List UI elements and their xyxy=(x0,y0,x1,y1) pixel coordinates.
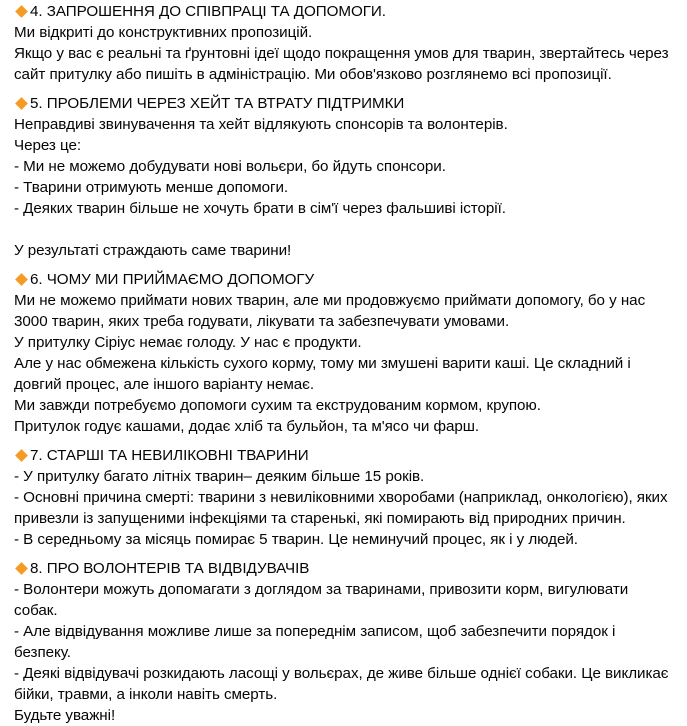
paragraph-line: Але у нас обмежена кількість сухого корму, тому ми змушені варити каші. Це складний і xyxy=(14,355,631,372)
section-heading-text: 8. ПРО ВОЛОНТЕРІВ ТА ВІДВІДУВАЧІВ xyxy=(30,560,310,577)
list-item: - Тварини отримують менше допомоги. xyxy=(14,179,289,196)
list-item: - Деякі відвідувачі розкидають ласощі у вольєрах, де живе більше однієї собаки. Це викликає xyxy=(14,665,669,682)
section-heading-text: 5. ПРОБЛЕМИ ЧЕРЕЗ ХЕЙТ ТА ВТРАТУ ПІДТРИМКИ xyxy=(30,95,405,112)
section-volunteers xyxy=(14,558,675,726)
paragraph-line: У результаті страждають саме тварини! xyxy=(14,242,292,259)
paragraph-line: Притулок годує кашами, додає хліб та бульйон, та м'ясо чи фарш. xyxy=(14,418,480,435)
list-item: - Волонтери можуть допомагати з доглядом за тваринами, привозити корм, вигулювати xyxy=(14,581,629,598)
list-item: привезли із запущеними інфекціями та старенькі, які помирають від природних причин. xyxy=(14,510,626,527)
list-item: - Основні причина смерті: тварини з невиліковними хворобами (наприклад, онкологією), яких xyxy=(14,489,668,506)
paragraph-line: Неправдиві звинувачення та хейт відлякують спонсорів та волонтерів. xyxy=(14,116,508,133)
list-item: - Ми не можемо добудувати нові вольєри, бо йдуть спонсори. xyxy=(14,158,446,175)
list-item: - В середньому за місяць помирає 5 тварин. Це неминучий процес, як і у людей. xyxy=(14,531,578,548)
orange-diamond-icon xyxy=(15,97,28,110)
paragraph-line: сайт притулку або пишіть в адміністрацію. Ми обов'язково розглянемо всі пропозиції. xyxy=(14,66,612,83)
paragraph-line: Ми не можемо приймати нових тварин, але ми продовжуємо приймати допомогу, бо у нас xyxy=(14,292,646,309)
section-heading xyxy=(14,1,675,22)
paragraph-line: У притулку Сіріус немає голоду. У нас є продукти. xyxy=(14,334,362,351)
paragraph-line: Ми відкриті до конструктивних пропозицій. xyxy=(14,24,313,41)
section-why-help xyxy=(14,269,675,437)
orange-diamond-icon xyxy=(15,449,28,462)
section-heading xyxy=(14,558,675,579)
section-heading-text: 4. ЗАПРОШЕННЯ ДО СПІВПРАЦІ ТА ДОПОМОГИ. xyxy=(30,3,386,20)
list-item: бійки, травми, а інколи навіть смерть. xyxy=(14,686,278,703)
section-collaboration xyxy=(14,1,675,85)
list-item: - Деяких тварин більше не хочуть брати в сім'ї через фальшиві історії. xyxy=(14,200,506,217)
orange-diamond-icon xyxy=(15,562,28,575)
orange-diamond-icon xyxy=(15,5,28,18)
paragraph-line: Ми завжди потребуємо допомоги сухим та екструдованим кормом, крупою. xyxy=(14,397,541,414)
paragraph-line: Будьте уважні! xyxy=(14,707,116,724)
paragraph-line: Якщо у вас є реальні та ґрунтовні ідеї щодо покращення умов для тварин, звертайтесь через xyxy=(14,45,669,62)
list-item: - У притулку багато літніх тварин– деяким більше 15 років. xyxy=(14,468,425,485)
list-item: - Але відвідування можливе лише за попереднім записом, щоб забезпечити порядок і xyxy=(14,623,616,640)
paragraph-line: Через це: xyxy=(14,137,82,154)
list-item: собак. xyxy=(14,602,58,619)
section-elderly-animals xyxy=(14,445,675,550)
section-heading xyxy=(14,93,675,114)
section-heading-text: 7. СТАРШІ ТА НЕВИЛІКОВНІ ТВАРИНИ xyxy=(30,447,309,464)
orange-diamond-icon xyxy=(15,273,28,286)
section-hate-problems xyxy=(14,93,675,261)
section-heading xyxy=(14,445,675,466)
paragraph-line: 3000 тварин, яких треба годувати, лікувати та забезпечувати умовами. xyxy=(14,313,510,330)
section-heading xyxy=(14,269,675,290)
paragraph-line: довгий процес, але іншого варіанту немає. xyxy=(14,376,315,393)
list-item: безпеку. xyxy=(14,644,71,661)
section-heading-text: 6. ЧОМУ МИ ПРИЙМАЄМО ДОПОМОГУ xyxy=(30,271,315,288)
blank-line xyxy=(14,219,675,240)
